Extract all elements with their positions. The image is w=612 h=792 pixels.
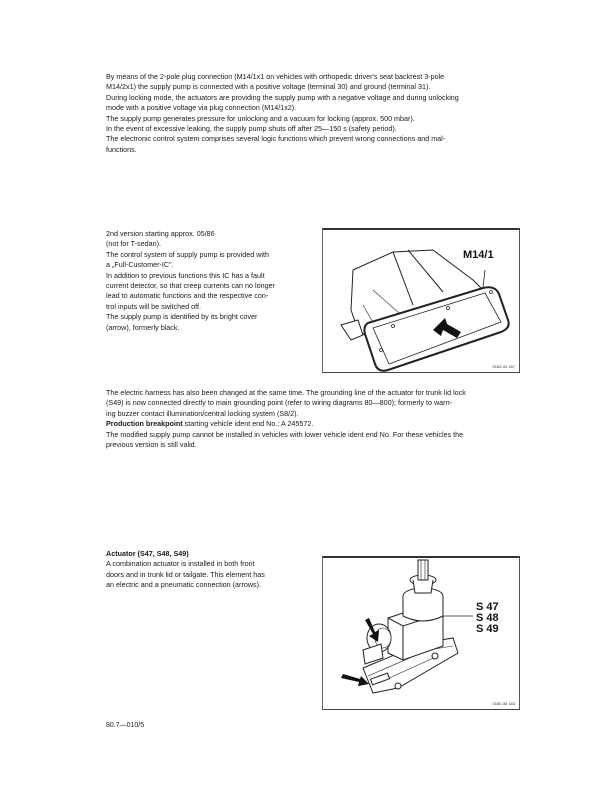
breakpoint-text: starting vehicle ident end No.: A 245572. xyxy=(182,419,314,429)
figure-code: 0180-38 183 xyxy=(492,701,515,706)
text-line: The supply pump is identified by its bright cover xyxy=(106,312,258,322)
text-line: ing buzzer contact illumination/central locking system (S8/2). xyxy=(106,408,299,418)
text-line: (S49) is now connected directly to main grounding point (refer to wiring diagrams 80—800); formerly to warn- xyxy=(106,398,452,408)
intro-paragraph xyxy=(106,72,516,155)
text-line: lead to automatic functions and the respective con- xyxy=(106,291,269,301)
breakpoint-line xyxy=(106,419,516,429)
text-line: In addition to previous functions this IC has a fault xyxy=(106,270,265,280)
actuator-heading: Actuator (S47, S48, S49) xyxy=(106,549,189,558)
text-line: The supply pump generates pressure for unlocking and a vacuum for locking (approx. 500 mbar). xyxy=(106,113,415,123)
text-line: During locking mode, the actuators are providing the supply pump with a negative voltage and during unlocking xyxy=(106,92,459,102)
figure-label-m14-1: M14/1 xyxy=(463,249,494,261)
text-line: (arrow), formerly black. xyxy=(106,322,180,332)
second-version-paragraph xyxy=(106,229,312,333)
text-line: an electric and a pneumatic connection (arrows). xyxy=(106,580,262,590)
harness-paragraph xyxy=(106,388,516,450)
text-line: A combination actuator is installed in both front xyxy=(106,559,255,569)
text-line: The modified supply pump cannot be installed in vehicles with lower vehicle ident end No. For these vehicles the xyxy=(106,429,464,439)
figure-code: 0180-33 187 xyxy=(492,364,515,369)
text-line: By means of the 2-pole plug connection (M14/1x1 on vehicles with orthopedic driver's seat backrest 3-pole xyxy=(106,72,445,81)
figure-label-s47: S 47 xyxy=(476,601,499,613)
text-line: 2nd version starting approx. 05/86 xyxy=(106,229,215,238)
text-line: The electric harness has also been changed at the same time. The grounding line of the actuator for trunk lid lock xyxy=(106,388,466,397)
text-line: M14/2x1) the supply pump is connected with a positive voltage (terminal 30) and ground (terminal 31). xyxy=(106,82,431,92)
text-line: trol inputs will be switched off. xyxy=(106,301,201,311)
figure-label-s48: S 48 xyxy=(476,612,499,624)
text-line: a „Full-Customer-IC”. xyxy=(106,260,174,270)
text-line: current detector, so that creep currents can no longer xyxy=(106,281,276,291)
supply-pump-figure xyxy=(322,228,520,373)
text-line: (not for T-sedan). xyxy=(106,239,161,249)
actuator-figure xyxy=(322,556,520,710)
page-reference: 80.7—010/5 xyxy=(106,722,145,729)
text-line: previous version is still valid. xyxy=(106,440,197,450)
text-line: In the event of excessive leaking, the supply pump shuts off after 25—150 s (safety period). xyxy=(106,124,397,134)
text-line: functions. xyxy=(106,144,137,154)
actuator-paragraph xyxy=(106,549,312,591)
text-line: doors and in trunk lid or tailgate. This element has xyxy=(106,569,265,579)
text-line: The electronic control system comprises several logic functions which prevent wrong connections and mal- xyxy=(106,134,446,144)
text-line: The control system of supply pump is provided with xyxy=(106,249,269,259)
breakpoint-label: Production breakpoint xyxy=(106,419,183,429)
text-line: mode with a positive voltage via plug connection (M14/1x2). xyxy=(106,103,297,113)
figure-label-s49: S 49 xyxy=(476,623,499,635)
